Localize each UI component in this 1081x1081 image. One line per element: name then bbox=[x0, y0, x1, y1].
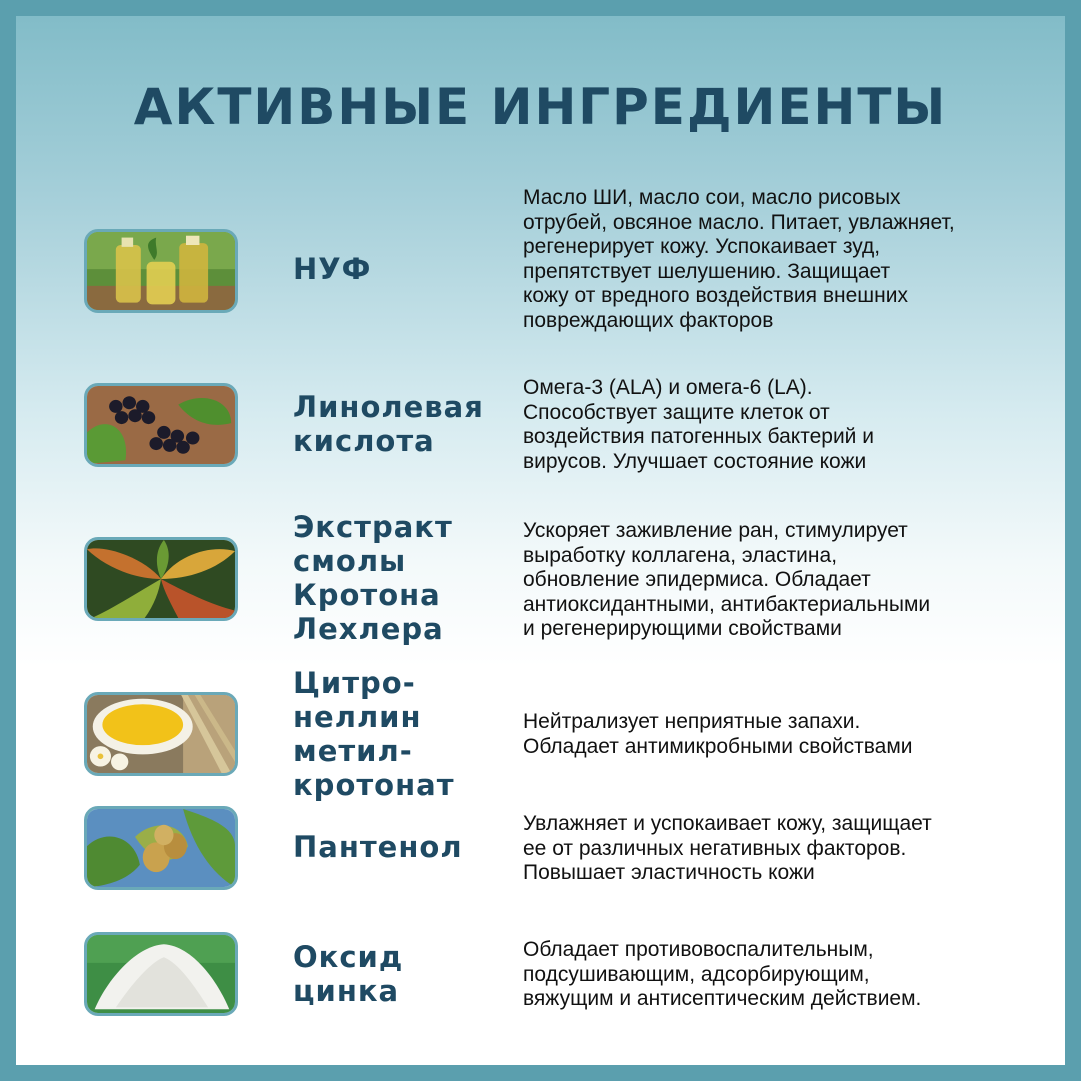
croton-leaves-image bbox=[84, 537, 238, 621]
ingredient-name: НУФ bbox=[293, 252, 372, 286]
page-title: АКТИВНЫЕ ИНГРЕДИЕНТЫ bbox=[133, 78, 948, 136]
zinc-oxide-powder-image bbox=[84, 932, 238, 1016]
oil-bottles-image bbox=[84, 229, 238, 313]
ingredient-name: Оксид цинка bbox=[293, 940, 404, 1008]
citronella-oil-image bbox=[84, 692, 238, 776]
hazelnut-image bbox=[84, 806, 238, 890]
ingredient-description: Ускоряет заживление ран, стимулирует выработку коллагена, эластина, обновление эпидермиса. Обладает антиоксидантными, антибактериальными и регенерирующими свойствами bbox=[523, 519, 931, 640]
ingredient-description: Масло ШИ, масло сои, масло рисовых отрубей, овсяное масло. Питает, увлажняет, регенерирует кожу. Успокаивает зуд, препятствует шелушению. Защищает кожу от вредного воздействия внешних повреждающих факторов bbox=[523, 186, 955, 332]
ingredient-description: Увлажняет и успокаивает кожу, защищает ее от различных негативных факторов. Повышает эластичность кожи bbox=[523, 812, 932, 884]
ingredient-name: Пантенол bbox=[293, 830, 463, 864]
ingredient-description: Обладает противовоспалительным, подсушивающим, адсорбирующим, вяжущим и антисептическим действием. bbox=[523, 938, 922, 1010]
ingredient-name: Экстракт смолы Кротона Лехлера bbox=[293, 510, 453, 646]
ingredient-description: Нейтрализует неприятные запахи. Обладает антимикробными свойствами bbox=[523, 710, 913, 758]
ingredient-name: Линолевая кислота bbox=[293, 390, 484, 458]
ingredient-description: Омега-3 (ALA) и омега-6 (LA). Способствует защите клеток от воздействия патогенных бактерий и вирусов. Улучшает состояние кожи bbox=[523, 376, 874, 473]
blackcurrant-image bbox=[84, 383, 238, 467]
ingredient-name: Цитро- неллин метил- кротонат bbox=[293, 666, 455, 802]
